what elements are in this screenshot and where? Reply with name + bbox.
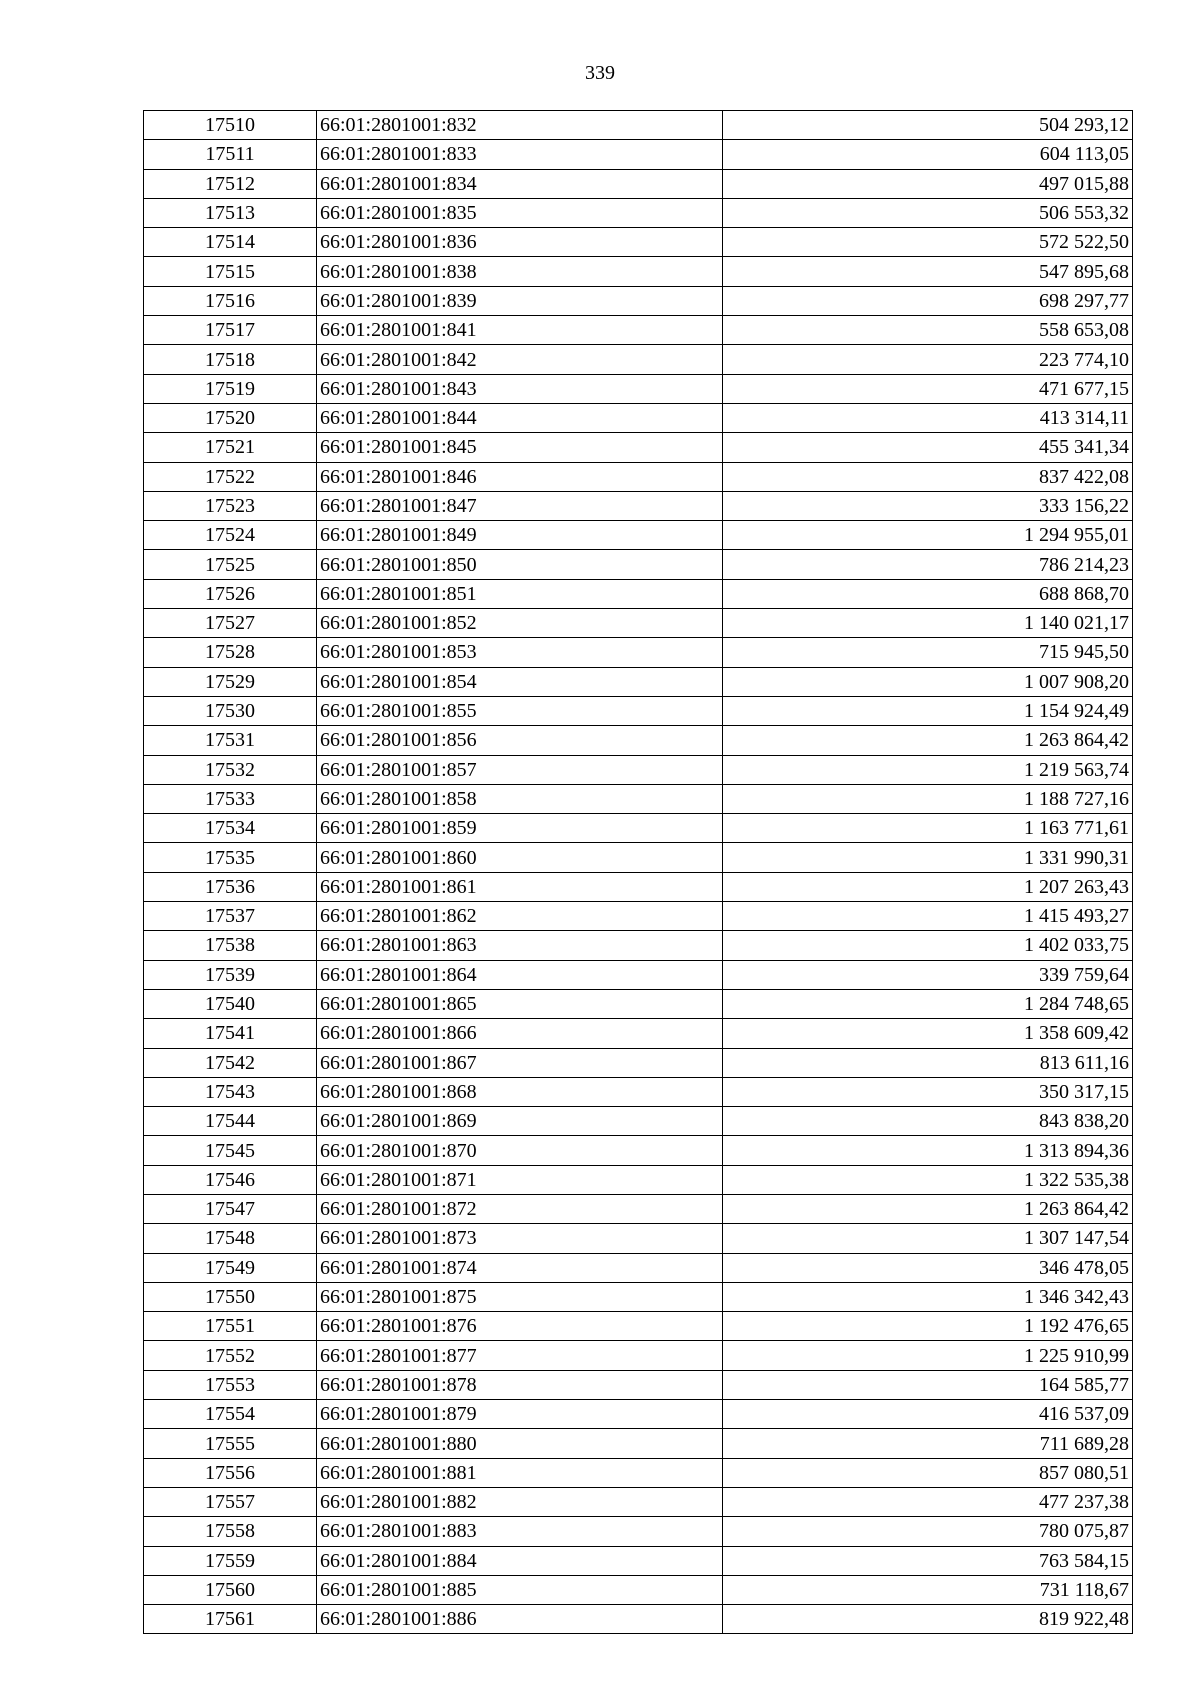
cadastral-value-cell: 1 225 910,99 xyxy=(723,1341,1133,1370)
row-number-cell: 17515 xyxy=(144,257,317,286)
row-number-cell: 17534 xyxy=(144,814,317,843)
cadastral-number-cell: 66:01:2801001:885 xyxy=(317,1575,723,1604)
cadastral-number-cell: 66:01:2801001:855 xyxy=(317,696,723,725)
cadastral-number-cell: 66:01:2801001:835 xyxy=(317,198,723,227)
row-number-cell: 17526 xyxy=(144,579,317,608)
cadastral-value-cell: 1 263 864,42 xyxy=(723,726,1133,755)
cadastral-value-cell: 346 478,05 xyxy=(723,1253,1133,1282)
table-row xyxy=(144,374,1133,403)
cadastral-value-cell: 1 294 955,01 xyxy=(723,521,1133,550)
row-number-cell: 17545 xyxy=(144,1136,317,1165)
row-number-cell: 17547 xyxy=(144,1194,317,1223)
cadastral-number-cell: 66:01:2801001:884 xyxy=(317,1546,723,1575)
row-number-cell: 17554 xyxy=(144,1400,317,1429)
cadastral-value-cell: 688 868,70 xyxy=(723,579,1133,608)
row-number-cell: 17522 xyxy=(144,462,317,491)
table-row xyxy=(144,989,1133,1018)
cadastral-number-cell: 66:01:2801001:858 xyxy=(317,784,723,813)
table-row xyxy=(144,1136,1133,1165)
cadastral-value-cell: 731 118,67 xyxy=(723,1575,1133,1604)
cadastral-value-cell: 350 317,15 xyxy=(723,1077,1133,1106)
row-number-cell: 17532 xyxy=(144,755,317,784)
cadastral-number-cell: 66:01:2801001:853 xyxy=(317,638,723,667)
table-row xyxy=(144,550,1133,579)
cadastral-value-cell: 416 537,09 xyxy=(723,1400,1133,1429)
row-number-cell: 17546 xyxy=(144,1165,317,1194)
page-number: 339 xyxy=(585,62,615,84)
table-row xyxy=(144,198,1133,227)
table-row xyxy=(144,960,1133,989)
cadastral-number-cell: 66:01:2801001:836 xyxy=(317,228,723,257)
table-row xyxy=(144,1019,1133,1048)
cadastral-value-table xyxy=(143,110,1133,1634)
row-number-cell: 17561 xyxy=(144,1605,317,1634)
table-row xyxy=(144,1224,1133,1253)
row-number-cell: 17560 xyxy=(144,1575,317,1604)
row-number-cell: 17530 xyxy=(144,696,317,725)
table-row xyxy=(144,111,1133,140)
cadastral-number-cell: 66:01:2801001:883 xyxy=(317,1517,723,1546)
cadastral-number-cell: 66:01:2801001:832 xyxy=(317,111,723,140)
cadastral-value-cell: 837 422,08 xyxy=(723,462,1133,491)
table-row xyxy=(144,931,1133,960)
cadastral-value-cell: 572 522,50 xyxy=(723,228,1133,257)
cadastral-value-cell: 1 313 894,36 xyxy=(723,1136,1133,1165)
cadastral-value-cell: 455 341,34 xyxy=(723,433,1133,462)
cadastral-value-cell: 780 075,87 xyxy=(723,1517,1133,1546)
table-row xyxy=(144,521,1133,550)
table-row xyxy=(144,1605,1133,1634)
row-number-cell: 17540 xyxy=(144,989,317,1018)
table-row xyxy=(144,609,1133,638)
row-number-cell: 17556 xyxy=(144,1458,317,1487)
table-row xyxy=(144,755,1133,784)
cadastral-value-cell: 497 015,88 xyxy=(723,169,1133,198)
table-row xyxy=(144,257,1133,286)
cadastral-number-cell: 66:01:2801001:843 xyxy=(317,374,723,403)
cadastral-number-cell: 66:01:2801001:886 xyxy=(317,1605,723,1634)
row-number-cell: 17518 xyxy=(144,345,317,374)
row-number-cell: 17511 xyxy=(144,140,317,169)
cadastral-number-cell: 66:01:2801001:864 xyxy=(317,960,723,989)
row-number-cell: 17520 xyxy=(144,403,317,432)
cadastral-value-cell: 558 653,08 xyxy=(723,316,1133,345)
row-number-cell: 17552 xyxy=(144,1341,317,1370)
table-row xyxy=(144,872,1133,901)
table-row xyxy=(144,1194,1133,1223)
row-number-cell: 17519 xyxy=(144,374,317,403)
cadastral-number-cell: 66:01:2801001:874 xyxy=(317,1253,723,1282)
row-number-cell: 17553 xyxy=(144,1370,317,1399)
cadastral-number-cell: 66:01:2801001:846 xyxy=(317,462,723,491)
table-row xyxy=(144,726,1133,755)
table-row xyxy=(144,579,1133,608)
cadastral-number-cell: 66:01:2801001:875 xyxy=(317,1282,723,1311)
cadastral-value-cell: 715 945,50 xyxy=(723,638,1133,667)
cadastral-number-cell: 66:01:2801001:838 xyxy=(317,257,723,286)
row-number-cell: 17531 xyxy=(144,726,317,755)
row-number-cell: 17559 xyxy=(144,1546,317,1575)
cadastral-value-cell: 1 207 263,43 xyxy=(723,872,1133,901)
row-number-cell: 17549 xyxy=(144,1253,317,1282)
cadastral-value-cell: 1 415 493,27 xyxy=(723,902,1133,931)
table-row xyxy=(144,1165,1133,1194)
table-row xyxy=(144,814,1133,843)
cadastral-value-cell: 1 154 924,49 xyxy=(723,696,1133,725)
table-row xyxy=(144,696,1133,725)
row-number-cell: 17548 xyxy=(144,1224,317,1253)
row-number-cell: 17551 xyxy=(144,1312,317,1341)
cadastral-number-cell: 66:01:2801001:880 xyxy=(317,1429,723,1458)
cadastral-number-cell: 66:01:2801001:850 xyxy=(317,550,723,579)
table-row xyxy=(144,1546,1133,1575)
row-number-cell: 17537 xyxy=(144,902,317,931)
cadastral-value-cell: 786 214,23 xyxy=(723,550,1133,579)
cadastral-value-cell: 698 297,77 xyxy=(723,286,1133,315)
table-row xyxy=(144,169,1133,198)
table-row xyxy=(144,1312,1133,1341)
cadastral-value-cell: 223 774,10 xyxy=(723,345,1133,374)
table-row xyxy=(144,1429,1133,1458)
cadastral-value-cell: 333 156,22 xyxy=(723,491,1133,520)
row-number-cell: 17521 xyxy=(144,433,317,462)
table-row xyxy=(144,1077,1133,1106)
table-row xyxy=(144,1458,1133,1487)
cadastral-number-cell: 66:01:2801001:863 xyxy=(317,931,723,960)
row-number-cell: 17550 xyxy=(144,1282,317,1311)
cadastral-value-cell: 1 322 535,38 xyxy=(723,1165,1133,1194)
cadastral-number-cell: 66:01:2801001:881 xyxy=(317,1458,723,1487)
cadastral-number-cell: 66:01:2801001:872 xyxy=(317,1194,723,1223)
row-number-cell: 17538 xyxy=(144,931,317,960)
cadastral-number-cell: 66:01:2801001:873 xyxy=(317,1224,723,1253)
cadastral-number-cell: 66:01:2801001:854 xyxy=(317,667,723,696)
cadastral-value-cell: 1 402 033,75 xyxy=(723,931,1133,960)
cadastral-value-cell: 506 553,32 xyxy=(723,198,1133,227)
table-row xyxy=(144,403,1133,432)
table-row xyxy=(144,638,1133,667)
table-row xyxy=(144,228,1133,257)
table-row xyxy=(144,316,1133,345)
row-number-cell: 17536 xyxy=(144,872,317,901)
cadastral-number-cell: 66:01:2801001:851 xyxy=(317,579,723,608)
row-number-cell: 17514 xyxy=(144,228,317,257)
row-number-cell: 17541 xyxy=(144,1019,317,1048)
cadastral-number-cell: 66:01:2801001:859 xyxy=(317,814,723,843)
table-body xyxy=(144,111,1133,1634)
table-row xyxy=(144,345,1133,374)
table-row xyxy=(144,784,1133,813)
row-number-cell: 17529 xyxy=(144,667,317,696)
cadastral-number-cell: 66:01:2801001:867 xyxy=(317,1048,723,1077)
cadastral-value-cell: 504 293,12 xyxy=(723,111,1133,140)
cadastral-value-cell: 1 263 864,42 xyxy=(723,1194,1133,1223)
cadastral-value-cell: 819 922,48 xyxy=(723,1605,1133,1634)
table-row xyxy=(144,491,1133,520)
table-row xyxy=(144,1487,1133,1516)
table-row xyxy=(144,1253,1133,1282)
table-row xyxy=(144,1048,1133,1077)
row-number-cell: 17512 xyxy=(144,169,317,198)
cadastral-number-cell: 66:01:2801001:845 xyxy=(317,433,723,462)
row-number-cell: 17510 xyxy=(144,111,317,140)
cadastral-number-cell: 66:01:2801001:869 xyxy=(317,1107,723,1136)
row-number-cell: 17513 xyxy=(144,198,317,227)
cadastral-value-cell: 1 331 990,31 xyxy=(723,843,1133,872)
cadastral-number-cell: 66:01:2801001:834 xyxy=(317,169,723,198)
row-number-cell: 17525 xyxy=(144,550,317,579)
cadastral-value-cell: 1 007 908,20 xyxy=(723,667,1133,696)
cadastral-number-cell: 66:01:2801001:865 xyxy=(317,989,723,1018)
cadastral-value-cell: 604 113,05 xyxy=(723,140,1133,169)
cadastral-number-cell: 66:01:2801001:877 xyxy=(317,1341,723,1370)
row-number-cell: 17516 xyxy=(144,286,317,315)
table-row xyxy=(144,1282,1133,1311)
cadastral-value-cell: 1 307 147,54 xyxy=(723,1224,1133,1253)
cadastral-value-cell: 477 237,38 xyxy=(723,1487,1133,1516)
cadastral-value-cell: 1 188 727,16 xyxy=(723,784,1133,813)
cadastral-value-cell: 813 611,16 xyxy=(723,1048,1133,1077)
cadastral-number-cell: 66:01:2801001:852 xyxy=(317,609,723,638)
table-row xyxy=(144,902,1133,931)
cadastral-number-cell: 66:01:2801001:879 xyxy=(317,1400,723,1429)
row-number-cell: 17535 xyxy=(144,843,317,872)
cadastral-number-cell: 66:01:2801001:862 xyxy=(317,902,723,931)
cadastral-number-cell: 66:01:2801001:849 xyxy=(317,521,723,550)
cadastral-number-cell: 66:01:2801001:842 xyxy=(317,345,723,374)
cadastral-number-cell: 66:01:2801001:870 xyxy=(317,1136,723,1165)
cadastral-value-cell: 471 677,15 xyxy=(723,374,1133,403)
cadastral-number-cell: 66:01:2801001:882 xyxy=(317,1487,723,1516)
cadastral-value-cell: 1 163 771,61 xyxy=(723,814,1133,843)
row-number-cell: 17517 xyxy=(144,316,317,345)
row-number-cell: 17558 xyxy=(144,1517,317,1546)
cadastral-number-cell: 66:01:2801001:860 xyxy=(317,843,723,872)
table-row xyxy=(144,1517,1133,1546)
row-number-cell: 17543 xyxy=(144,1077,317,1106)
table-row xyxy=(144,286,1133,315)
cadastral-value-cell: 1 219 563,74 xyxy=(723,755,1133,784)
cadastral-number-cell: 66:01:2801001:876 xyxy=(317,1312,723,1341)
cadastral-value-cell: 711 689,28 xyxy=(723,1429,1133,1458)
table-row xyxy=(144,140,1133,169)
cadastral-value-cell: 1 358 609,42 xyxy=(723,1019,1133,1048)
row-number-cell: 17533 xyxy=(144,784,317,813)
table-row xyxy=(144,1400,1133,1429)
row-number-cell: 17528 xyxy=(144,638,317,667)
cadastral-value-cell: 1 140 021,17 xyxy=(723,609,1133,638)
cadastral-value-cell: 843 838,20 xyxy=(723,1107,1133,1136)
table-row xyxy=(144,843,1133,872)
row-number-cell: 17555 xyxy=(144,1429,317,1458)
table-row xyxy=(144,1107,1133,1136)
cadastral-number-cell: 66:01:2801001:841 xyxy=(317,316,723,345)
table-row xyxy=(144,1575,1133,1604)
cadastral-value-cell: 763 584,15 xyxy=(723,1546,1133,1575)
row-number-cell: 17527 xyxy=(144,609,317,638)
cadastral-number-cell: 66:01:2801001:857 xyxy=(317,755,723,784)
row-number-cell: 17539 xyxy=(144,960,317,989)
row-number-cell: 17544 xyxy=(144,1107,317,1136)
cadastral-value-cell: 164 585,77 xyxy=(723,1370,1133,1399)
row-number-cell: 17542 xyxy=(144,1048,317,1077)
cadastral-value-cell: 547 895,68 xyxy=(723,257,1133,286)
cadastral-number-cell: 66:01:2801001:866 xyxy=(317,1019,723,1048)
cadastral-number-cell: 66:01:2801001:839 xyxy=(317,286,723,315)
cadastral-value-cell: 857 080,51 xyxy=(723,1458,1133,1487)
cadastral-value-cell: 1 346 342,43 xyxy=(723,1282,1133,1311)
cadastral-number-cell: 66:01:2801001:878 xyxy=(317,1370,723,1399)
cadastral-number-cell: 66:01:2801001:861 xyxy=(317,872,723,901)
table-row xyxy=(144,1370,1133,1399)
cadastral-value-cell: 339 759,64 xyxy=(723,960,1133,989)
table-row xyxy=(144,433,1133,462)
row-number-cell: 17523 xyxy=(144,491,317,520)
table-row xyxy=(144,1341,1133,1370)
table-row xyxy=(144,462,1133,491)
cadastral-number-cell: 66:01:2801001:868 xyxy=(317,1077,723,1106)
cadastral-value-cell: 413 314,11 xyxy=(723,403,1133,432)
cadastral-value-cell: 1 192 476,65 xyxy=(723,1312,1133,1341)
cadastral-number-cell: 66:01:2801001:871 xyxy=(317,1165,723,1194)
cadastral-number-cell: 66:01:2801001:844 xyxy=(317,403,723,432)
cadastral-value-cell: 1 284 748,65 xyxy=(723,989,1133,1018)
cadastral-number-cell: 66:01:2801001:833 xyxy=(317,140,723,169)
table-row xyxy=(144,667,1133,696)
row-number-cell: 17524 xyxy=(144,521,317,550)
row-number-cell: 17557 xyxy=(144,1487,317,1516)
cadastral-number-cell: 66:01:2801001:847 xyxy=(317,491,723,520)
cadastral-number-cell: 66:01:2801001:856 xyxy=(317,726,723,755)
